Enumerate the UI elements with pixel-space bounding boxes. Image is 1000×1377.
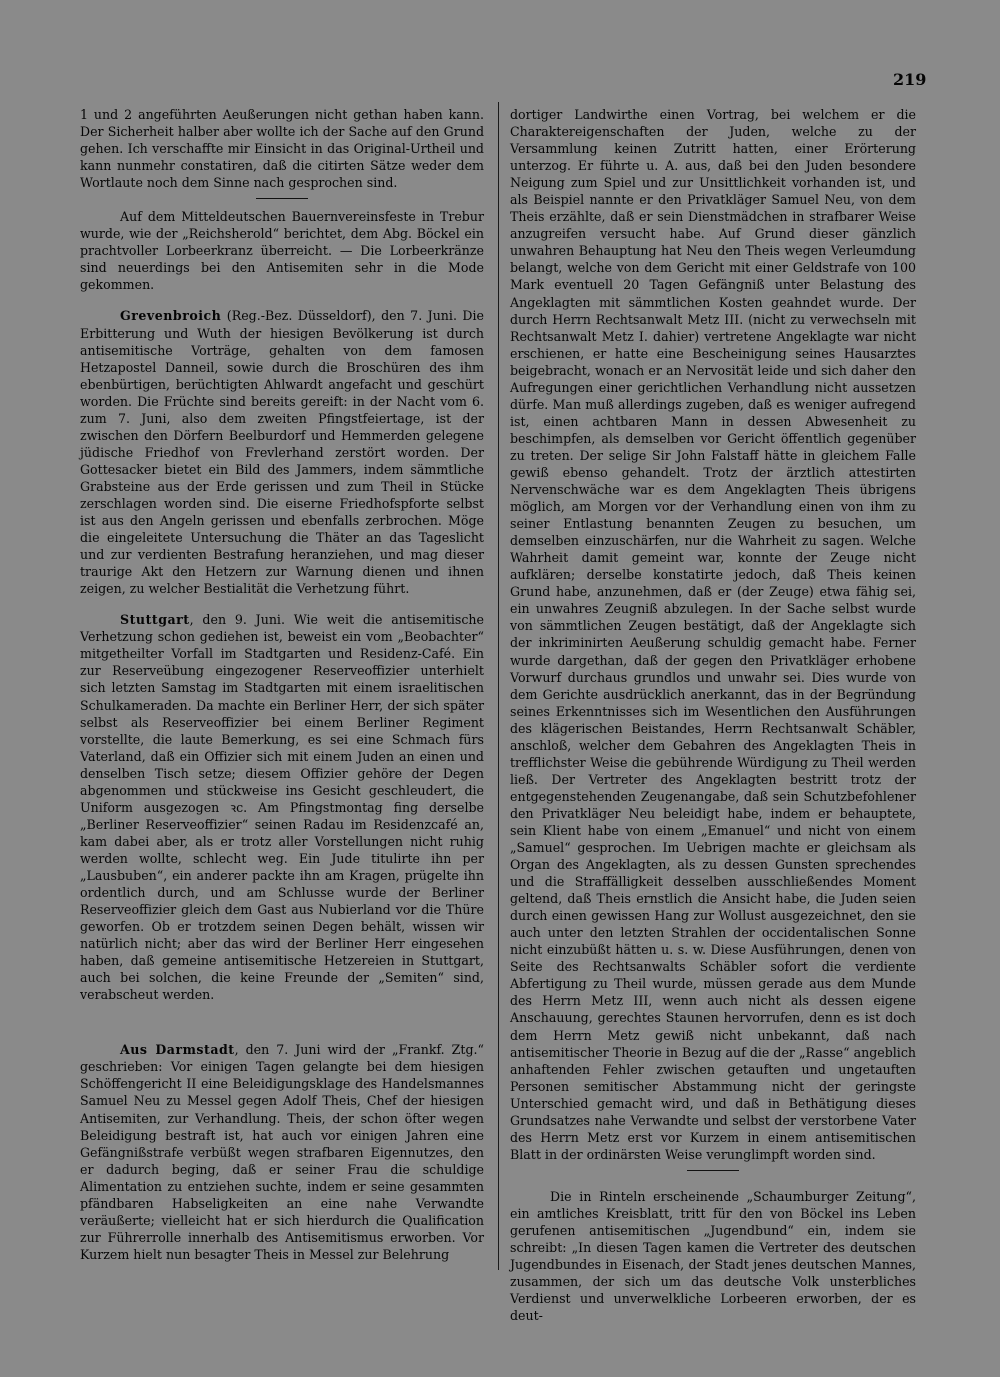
article-body: , den 9. Juni. Wie weit die antisemitische Verhetzung schon gediehen ist, beweist ein vom „Beobachter“ mitgetheilter Vorfall im Stadtgarten und Residenz-Café. Ein zur Reserveübung eingezogener Reserveoffizier unterhielt sich letzten Samstag im Stadtgarten mit einem israelitischen Schulkameraden. Da machte ein Berliner Herr, der sich später selbst als Reserveoffizier bei einem Berliner Regiment vorstellte, die laute Bemerkung, es sei eine Schmach fürs Vaterland, daß ein Offizier sich mit einem Juden an einen und denselben Tisch setze; diesem Offizier gehöre der Degen abgenommen und stückweise ins Gesicht geschleudert, die Uniform ausgezogen ꝛc. Am Pfingstmontag fing derselbe „Berliner Reserveoffizier“ seinen Radau im Residenzcafé an, kam dabei aber, als er trotz aller Vorstellungen nicht ruhig werden wollte, schlecht weg. Ein Jude titulirte ihn per „Lausbuben“, ein anderer packte ihn am Kragen, prügelte ihn ordentlich durch, und am Schlusse wurde der Berliner Reserveoffizier gleich dem Gast aus Nubierland vor die Thüre geworfen. Ob er trotzdem seinen Degen behält, wissen wir natürlich nicht; aber das wird der Berliner Herr eingesehen haben, daß gemeine antisemitische Hetzereien in Stuttgart, auch bei solchen, die keine Freunde der „Semiten“ sind, verabscheut werden. xyxy=(80,612,484,1003)
article-paragraph: Auf dem Mitteldeutschen Bauernvereinsfeste in Trebur wurde, wie der „Reichsherold“ berichtet, dem Abg. Böckel ein prachtvoller Lorbeerkranz überreicht. — Die Lorbeerkränze sind neuerdings bei den Antisemiten sehr in die Mode gekommen. xyxy=(80,209,484,293)
article-body: , den 7. Juni wird der „Frankf. Ztg.“ geschrieben: Vor einigen Tagen gelangte bei dem hiesigen Schöffengericht II eine Beleidigungsklage des Handelsmannes Samuel Neu zu Messel gegen Adolf Theis, Chef der hiesigen Antisemiten, zur Verhandlung. Theis, der schon öfter wegen Beleidigung bestraft ist, hat auch vor einigen Jahren eine Gefängnißstrafe verbüßt wegen strafbaren Eigennutzes, den er dadurch beging, daß er seiner Frau die schuldige Alimentation zu entziehen suchte, indem er seine gesammten pfändbaren Habseligkeiten an eine nahe Verwandte veräußerte; vielleicht hat er sich hierdurch die Qualification zur Führerrolle innerhalb des Antisemitismus erworben. Vor Kurzem hielt nun besagter Theis in Messel zur Belehrung xyxy=(80,1042,484,1262)
article-paragraph xyxy=(80,307,484,597)
article-paragraph: dortiger Landwirthe einen Vortrag, bei welchem er die Charaktereigenschaften der Juden, welche zu der Versammlung keinen Zutritt hatten, einer Erörterung unterzog. Er führte u. A. aus, daß bei den Juden besondere Neigung zum Spiel und zur Unsittlichkeit vorhanden ist, und als Beispiel nannte er den Privatkläger Samuel Neu, von dem Theis erzählte, daß er sein Dienstmädchen in strafbarer Weise anzugreifen versucht habe. Auf Grund dieser gänzlich unwahren Behauptung hat Neu den Theis wegen Verleumdung belangt, welche von dem Gericht mit einer Geldstrafe von 100 Mark eventuell 20 Tagen Gefängniß unter Belastung des Angeklagten mit sämmtlichen Kosten geahndet wurde. Der durch Herrn Rechtsanwalt Metz III. (nicht zu verwechseln mit Rechtsanwalt Metz I. dahier) vertretene Angeklagte war nicht erschienen, er hatte eine Bescheinigung seines Hausarztes beigebracht, wonach er an Nervosität leide und sich daher den Aufregungen einer gerichtlichen Verhandlung nicht aussetzen dürfe. Man muß allerdings zugeben, daß es weniger aufregend ist, einen achtbaren Mann in dessen Abwesenheit zu beschimpfen, als demselben vor Gericht öffentlich gegenüber zu treten. Der selige Sir John Falstaff hätte in gleichem Falle gewiß ebenso gehandelt. Trotz der ärztlich attestirten Nervenschwäche war es dem Angeklagten Theis übrigens möglich, am Morgen vor der Verhandlung einen von ihm zu seiner Entlastung benannten Zeugen zu besuchen, um demselben einzuschärfen, nur die Wahrheit zu sagen. Welche Wahrheit damit gemeint war, konnte der Zeuge nicht aufklären; derselbe konstatirte jedoch, daß Theis keinen Grund habe, anzunehmen, daß er (der Zeuge) etwa fähig sei, ein unwahres Zeugniß abzulegen. In der Sache selbst wurde von sämmtlichen Zeugen bestätigt, daß der Angeklagte sich der inkriminirten Aeußerung schuldig gemacht habe. Ferner wurde dargethan, daß der gegen den Privatkläger erhobene Vorwurf durchaus grundlos und unwahr sei. Dies wurde von dem Gerichte ausdrücklich anerkannt, das in der Begründung seines Erkenntnisses sich im Wesentlichen den Ausführungen des klägerischen Beistandes, Herrn Rechtsanwalt Schäbler, anschloß, welcher dem Gebahren des Angeklagten Theis in trefflichster Weise die gebührende Würdigung zu Theil werden ließ. Der Vertreter des Angeklagten bestritt trotz der entgegenstehenden Zeugenangabe, daß sein Schutzbefohlener den Privatkläger Neu beleidigt habe, indem er behauptete, sein Klient habe von einem „Emanuel“ und nicht von einem „Samuel“ gesprochen. Im Uebrigen machte er gleichsam als Organ des Angeklagten, als zu dessen Gunsten sprechendes und die Straffälligkeit desselben ausschließendes Moment geltend, daß Theis ernstlich die Ansicht habe, die Juden seien durch einen gewissen Hang zur Wollust ausgezeichnet, den sie auch unter den letzten Strahlen der occidentalischen Sonne nicht einzubüßt hätten u. s. w. Diese Ausführungen, denen von Seite des Rechtsanwalts Schäbler sofort die verdiente Abfertigung zu Theil wurde, müssen gerade aus dem Munde des Herrn Metz III, wenn auch nicht als dessen eigene Anschauung, gerechtes Staunen hervorrufen, denn es ist doch dem Herrn Metz gewiß nicht unbekannt, daß nach antisemitischer Theorie in Bezug auf die der „Rasse“ angeblich anhaftenden Fehler zwischen getauften und ungetauften Personen semitischer Abstammung nicht der geringste Unterschied gemacht wird, und daß in Bethätigung dieses Grundsatzes nahe Verwandte und selbst der verstorbene Vater des Herrn Metz erst vor Kurzem in einem antisemitischen Blatt in der ordinärsten Weise verunglimpft worden sind. xyxy=(510,107,916,1162)
article-paragraph xyxy=(80,611,484,1003)
article-dateline: Grevenbroich xyxy=(120,308,222,324)
section-divider xyxy=(256,198,308,199)
article-paragraph: Die in Rinteln erscheinende „Schaumburger Zeitung“, ein amtliches Kreisblatt, tritt für den von Böckel ins Leben gerufenen antisemitischen „Jugendbund“ ein, indem sie schreibt: „In diesen Tagen kamen die Vertreter des deutschen Jugendbundes in Eisenach, der Stadt jenes deutschen Mannes, zusammen, der sich um das deutsche Volk unsterbliches Verdienst und unverwelkliche Lorbeeren erworben, der es deut- xyxy=(510,1188,916,1324)
article-dateline: Aus Darmstadt xyxy=(120,1042,235,1058)
article-dateline: Stuttgart xyxy=(120,612,190,628)
left-column xyxy=(80,106,484,1263)
section-divider xyxy=(687,1170,739,1171)
article-paragraph: 1 und 2 angeführten Aeußerungen nicht gethan haben kann. Der Sicherheit halber aber wollte ich der Sache auf den Grund gehen. Ich verschaffte mir Einsicht in das Original-Urtheil und kann nunmehr constatiren, daß die citirten Sätze weder dem Wortlaute noch dem Sinne nach gesprochen sind. xyxy=(80,107,484,191)
right-column xyxy=(510,106,916,1324)
column-divider xyxy=(498,102,499,1270)
article-paragraph xyxy=(80,1041,484,1263)
article-body: (Reg.-Bez. Düsseldorf), den 7. Juni. Die Erbitterung und Wuth der hiesigen Bevölkerung ist durch antisemitische Vorträge, gehalten von dem famosen Hetzapostel Danneil, sowie durch die Broschüren des ihm ebenbürtigen, berüchtigten Ahlwardt angefacht und geschürt worden. Die Früchte sind bereits gereift: in der Nacht vom 6. zum 7. Juni, also dem zweiten Pfingstfeiertage, ist der zwischen den Dörfern Beelburdorf und Hemmerden gelegene jüdische Friedhof von Frevlerhand zerstört worden. Der Gottesacker bietet ein Bild des Jammers, indem sämmtliche Grabsteine aus der Erde gerissen und zum Theil in Stücke zerschlagen worden sind. Die eiserne Friedhofspforte selbst ist aus den Angeln gerissen und ebenfalls zerbrochen. Möge die eingeleitete Untersuchung die Thäter an das Tageslicht und zur verdienten Bestrafung heranziehen, und mag dieser traurige Akt den Hetzern zur Warnung dienen und ihnen zeigen, zu welcher Bestialität die Verhetzung führt. xyxy=(80,308,484,597)
page-number: 219 xyxy=(893,70,927,89)
